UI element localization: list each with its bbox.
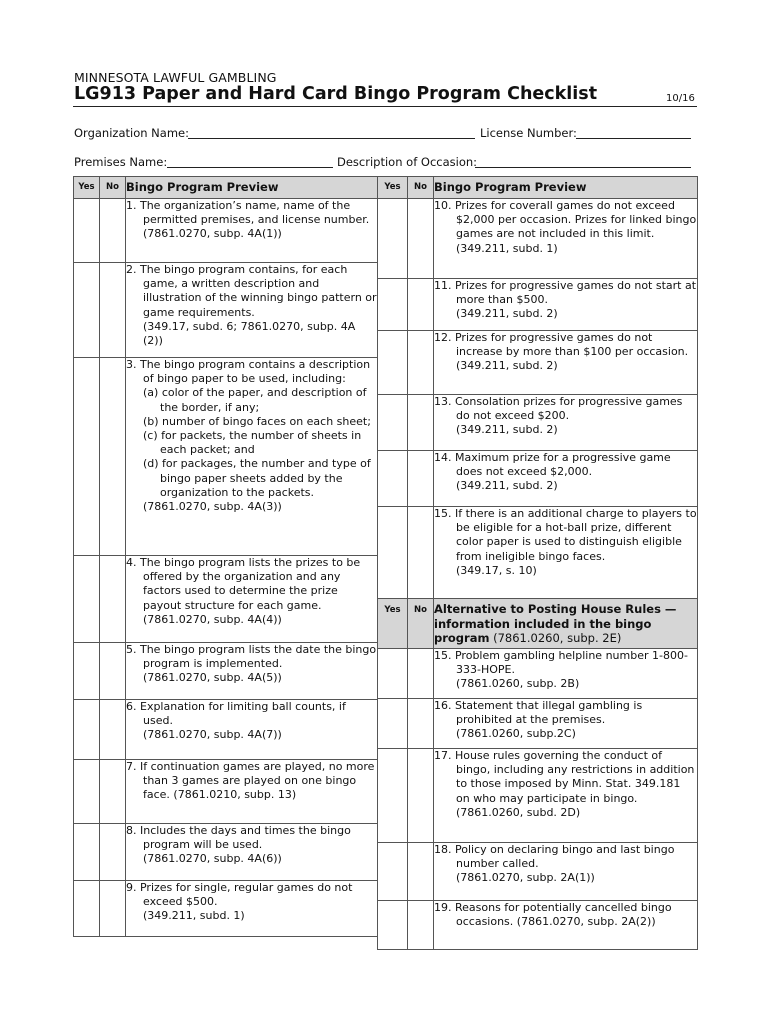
item-7-no-box[interactable]: [100, 760, 126, 824]
checklist-item-16: 16. Statement that illegal gambling is prohibited at the premises. (7861.0260, subp.2C): [434, 699, 698, 749]
item-11-no-box[interactable]: [408, 279, 434, 331]
item-15b-yes-box[interactable]: [378, 649, 408, 699]
alt-section-heading: Alternative to Posting House Rules — information included in the bingo program (7861.0260, subp. 2E): [434, 599, 698, 649]
item-6-yes-box[interactable]: [74, 700, 100, 760]
item-9-no-box[interactable]: [100, 881, 126, 937]
item-10-no-box[interactable]: [408, 199, 434, 279]
item-3-sub-a: (a) color of the paper, and description of the border, if any;: [143, 386, 367, 414]
checklist-item-14: 14. Maximum prize for a progressive game does not exceed $2,000. (349.211, subd. 2): [434, 451, 698, 507]
revision-date: 10/16: [666, 93, 695, 104]
checklist-item-2: 2. The bingo program contains, for each game, a written description and illustration of the winning bingo pattern or game requirements. (349.17, subd. 6; 7861.0270, subp. 4A (2)): [126, 263, 378, 358]
item-5-yes-box[interactable]: [74, 643, 100, 700]
alt-no-column-header: No: [408, 599, 434, 649]
checklist-item-9: 9. Prizes for single, regular games do not exceed $500. (349.211, subd. 1): [126, 881, 378, 937]
item-15b-no-box[interactable]: [408, 649, 434, 699]
premises-name-field[interactable]: [167, 155, 333, 168]
item-19-yes-box[interactable]: [378, 901, 408, 950]
title-rule: [73, 106, 697, 107]
item-16-yes-box[interactable]: [378, 699, 408, 749]
item-6-no-box[interactable]: [100, 700, 126, 760]
left-section-heading: Bingo Program Preview: [126, 177, 378, 199]
checklist-item-4: 4. The bingo program lists the prizes to be offered by the organization and any factors used to determine the prize payout structure for each game. (7861.0270, subp. 4A(4)): [126, 556, 378, 643]
checklist-item-5: 5. The bingo program lists the date the bingo program is implemented. (7861.0270, subp. 4A(5)): [126, 643, 378, 700]
checklist-item-8: 8. Includes the days and times the bingo program will be used. (7861.0270, subp. 4A(6)): [126, 824, 378, 881]
item-19-no-box[interactable]: [408, 901, 434, 950]
item-18-no-box[interactable]: [408, 843, 434, 901]
item-3-sub-b: (b) number of bingo faces on each sheet;: [143, 414, 371, 428]
occasion-label: Description of Occasion:: [337, 155, 478, 169]
item-17-no-box[interactable]: [408, 749, 434, 843]
item-8-no-box[interactable]: [100, 824, 126, 881]
item-5-no-box[interactable]: [100, 643, 126, 700]
item-15-no-box[interactable]: [408, 507, 434, 599]
yes-column-header: Yes: [378, 177, 408, 199]
item-8-yes-box[interactable]: [74, 824, 100, 881]
item-9-yes-box[interactable]: [74, 881, 100, 937]
checklist-item-11: 11. Prizes for progressive games do not start at more than $500. (349.211, subd. 2): [434, 279, 698, 331]
item-3-no-box[interactable]: [100, 358, 126, 556]
checklist-item-10: 10. Prizes for coverall games do not exceed $2,000 per occasion. Prizes for linked bingo games are not included in this limit. (349.211, subd. 1): [434, 199, 698, 279]
item-1-yes-box[interactable]: [74, 199, 100, 263]
agency-name: MINNESOTA LAWFUL GAMBLING: [74, 70, 277, 85]
item-2-no-box[interactable]: [100, 263, 126, 358]
item-3-yes-box[interactable]: [74, 358, 100, 556]
right-checklist-table: [377, 176, 698, 950]
right-section-heading: Bingo Program Preview: [434, 177, 698, 199]
checklist-item-3: 3. The bingo program contains a description of bingo paper to be used, including: (a) color of the paper, and description of the border, if any; (b) number of bingo faces on each sheet; (c) for packets, the number of sheets in each packet; and (d) for packages, the number and type of bingo paper sheets added by the organization to the packets. (7861.0270, subp. 4A(3)): [126, 358, 378, 556]
checklist-item-7: 7. If continuation games are played, no more than 3 games are played on one bingo face. (7861.0210, subp. 13): [126, 760, 378, 824]
premises-name-label: Premises Name:: [74, 155, 168, 169]
item-11-yes-box[interactable]: [378, 279, 408, 331]
item-7-yes-box[interactable]: [74, 760, 100, 824]
checklist-item-6: 6. Explanation for limiting ball counts, if used. (7861.0270, subp. 4A(7)): [126, 700, 378, 760]
item-12-yes-box[interactable]: [378, 331, 408, 395]
license-number-field[interactable]: [576, 126, 691, 139]
checklist-item-17: 17. House rules governing the conduct of bingo, including any restrictions in addition to those imposed by Minn. Stat. 349.181 on who may participate in bingo. (7861.0260, subd. 2D): [434, 749, 698, 843]
item-15-yes-box[interactable]: [378, 507, 408, 599]
left-checklist-table: [73, 176, 378, 937]
no-column-header: No: [408, 177, 434, 199]
item-3-sub-c: (c) for packets, the number of sheets in each packet; and: [143, 429, 362, 457]
alt-yes-column-header: Yes: [378, 599, 408, 649]
checklist-item-12: 12. Prizes for progressive games do not increase by more than $100 per occasion. (349.211, subd. 2): [434, 331, 698, 395]
item-17-yes-box[interactable]: [378, 749, 408, 843]
checklist-item-19: 19. Reasons for potentially cancelled bingo occasions. (7861.0270, subp. 2A(2)): [434, 901, 698, 950]
item-18-yes-box[interactable]: [378, 843, 408, 901]
occasion-field[interactable]: [475, 155, 691, 168]
yes-column-header: Yes: [74, 177, 100, 199]
item-3-sub-d: (d) for packages, the number and type of bingo paper sheets added by the organization to the packets.: [143, 457, 371, 499]
item-1-no-box[interactable]: [100, 199, 126, 263]
form-title: LG913 Paper and Hard Card Bingo Program Checklist: [74, 84, 598, 104]
org-name-field[interactable]: [188, 126, 475, 139]
item-10-yes-box[interactable]: [378, 199, 408, 279]
checklist-item-15b: 15. Problem gambling helpline number 1-800-333-HOPE. (7861.0260, subp. 2B): [434, 649, 698, 699]
item-4-no-box[interactable]: [100, 556, 126, 643]
checklist-item-15: 15. If there is an additional charge to players to be eligible for a hot-ball prize, different color paper is used to distinguish eligible from ineligible bingo faces. (349.17, s. 10): [434, 507, 698, 599]
item-13-no-box[interactable]: [408, 395, 434, 451]
item-4-yes-box[interactable]: [74, 556, 100, 643]
org-name-label: Organization Name:: [74, 126, 189, 140]
checklist-item-18: 18. Policy on declaring bingo and last bingo number called. (7861.0270, subp. 2A(1)): [434, 843, 698, 901]
item-14-no-box[interactable]: [408, 451, 434, 507]
item-16-no-box[interactable]: [408, 699, 434, 749]
checklist-item-13: 13. Consolation prizes for progressive games do not exceed $200. (349.211, subd. 2): [434, 395, 698, 451]
item-13-yes-box[interactable]: [378, 395, 408, 451]
item-12-no-box[interactable]: [408, 331, 434, 395]
item-14-yes-box[interactable]: [378, 451, 408, 507]
no-column-header: No: [100, 177, 126, 199]
item-2-yes-box[interactable]: [74, 263, 100, 358]
checklist-item-1: 1. The organization’s name, name of the permitted premises, and license number. (7861.0270, subp. 4A(1)): [126, 199, 378, 263]
license-number-label: License Number:: [480, 126, 577, 140]
